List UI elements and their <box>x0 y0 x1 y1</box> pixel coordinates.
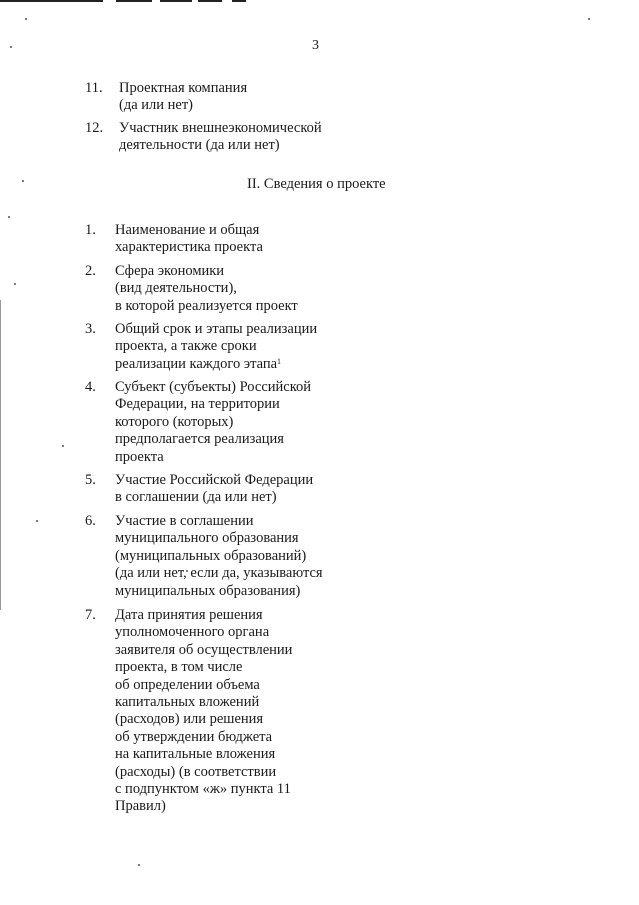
item-line: Проектная компания <box>119 80 248 96</box>
scan-edge-line <box>0 0 103 2</box>
item-line: Участник внешнеэкономической <box>119 120 322 136</box>
item-line: проекта <box>115 448 164 465</box>
item-text <box>115 513 323 600</box>
item-line: Участие в соглашении <box>115 513 254 529</box>
scan-speck <box>14 283 16 285</box>
scan-edge-line <box>232 0 246 2</box>
item-text <box>115 321 317 373</box>
item-number: 5. <box>85 472 96 488</box>
item-line: (вид деятельности), <box>115 280 237 297</box>
item-line: муниципальных образования) <box>115 582 301 599</box>
scan-speck <box>588 18 590 20</box>
item-text <box>119 120 322 155</box>
item-line: Сфера экономики <box>115 263 225 279</box>
scan-speck <box>10 46 12 48</box>
scan-speck <box>36 520 38 522</box>
item-text <box>115 222 263 257</box>
item-number: 1. <box>85 222 96 238</box>
item-line: (да или нет) <box>119 97 194 114</box>
item-text <box>115 607 292 816</box>
item-line: в соглашении (да или нет) <box>115 489 277 506</box>
item-line: Субъект (субъекты) Российской <box>115 379 312 395</box>
item-number: 11. <box>85 80 103 96</box>
item-line: заявителя об осуществлении <box>115 641 293 658</box>
item-line: в которой реализуется проект <box>115 297 298 314</box>
page-number: 3 <box>312 38 319 53</box>
item-line: на капитальные вложения <box>115 746 276 763</box>
scan-speck <box>8 216 10 218</box>
scan-edge-line <box>116 0 152 2</box>
item-line: характеристика проекта <box>115 239 263 256</box>
item-line: (да или нет, если да, указываются <box>115 565 323 582</box>
item-line: с подпунктом «ж» пункта 11 <box>115 781 291 798</box>
item-number: 6. <box>85 513 96 529</box>
item-line: Наименование и общая <box>115 222 260 238</box>
item-line-text: реализации каждого этапа <box>115 355 278 372</box>
item-line: Участие Российской Федерации <box>115 472 314 488</box>
section-title: II. Сведения о проекте <box>247 176 386 192</box>
item-line: которого (которых) <box>115 413 234 430</box>
item-number: 3. <box>85 321 96 337</box>
item-line: предполагается реализация <box>115 431 284 448</box>
item-text <box>119 80 247 115</box>
item-line: уполномоченного органа <box>115 624 270 641</box>
item-line: об утверждении бюджета <box>115 728 273 745</box>
item-line: деятельности (да или нет) <box>119 137 280 154</box>
item-number: 2. <box>85 263 96 279</box>
scan-edge-line <box>160 0 192 2</box>
item-line: муниципального образования <box>115 530 299 547</box>
scan-speck <box>22 180 24 182</box>
item-line: проекта, в том числе <box>115 659 243 676</box>
item-text <box>115 379 311 466</box>
item-number: 7. <box>85 607 96 623</box>
item-line <box>115 356 317 373</box>
scan-speck <box>25 18 27 20</box>
item-line: (муниципальных образований) <box>115 547 307 564</box>
item-line: (расходов) или решения <box>115 711 264 728</box>
scan-left-border <box>0 300 1 610</box>
item-line: Правил) <box>115 798 166 815</box>
item-text <box>115 263 298 315</box>
item-line: Федерации, на территории <box>115 396 280 413</box>
item-line: об определении объема <box>115 676 260 693</box>
scan-speck <box>62 445 64 447</box>
scan-edge-line <box>198 0 222 2</box>
item-line: капитальных вложений <box>115 694 260 711</box>
item-text <box>115 472 313 507</box>
item-number: 4. <box>85 379 96 395</box>
item-line: проекта, а также сроки <box>115 338 257 355</box>
item-number: 12. <box>85 120 104 136</box>
item-line: (расходы) (в соответствии <box>115 763 277 780</box>
footnote-marker: 1 <box>277 356 282 366</box>
scan-speck <box>138 864 140 866</box>
item-line: Общий срок и этапы реализации <box>115 321 318 337</box>
item-line: Дата принятия решения <box>115 607 263 623</box>
